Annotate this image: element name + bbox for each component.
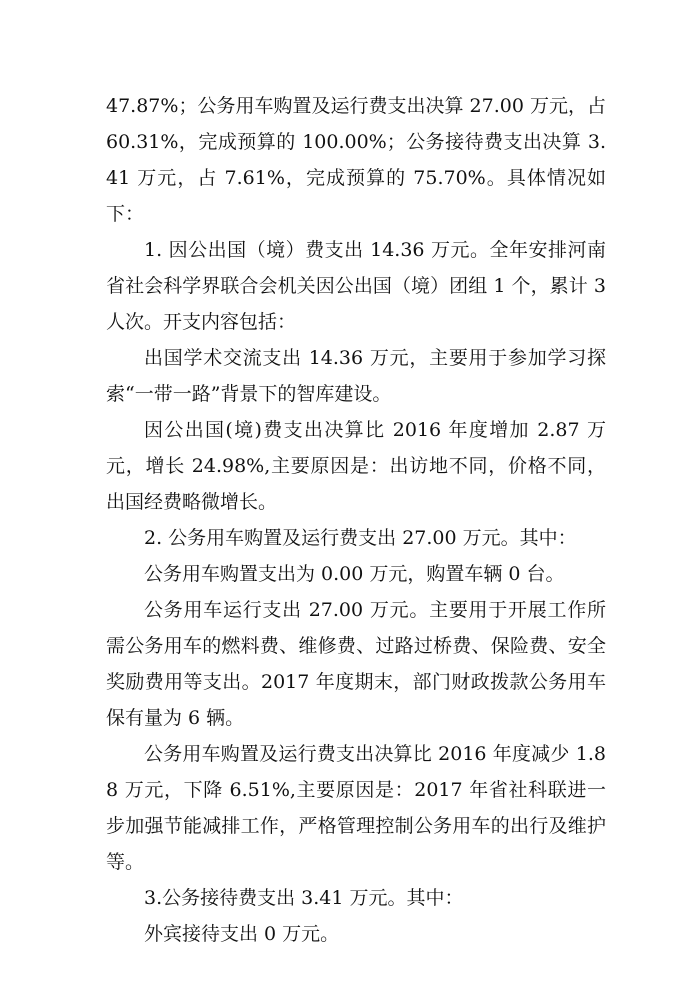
paragraph-section-2-purchase: 公务用车购置支出为 0.00 万元，购置车辆 0 台。	[144, 563, 565, 585]
paragraph-section-2-compare: 公务用车购置及运行费支出决算比 2016 年度减少 1.88 万元，下降 6.51%,主要原因是：2017 年省社科联进一步加强节能减排工作，严格管理控制公务用车的出行及维护等。	[106, 743, 606, 873]
paragraph-section-2: 2. 公务用车购置及运行费支出 27.00 万元。其中：	[144, 527, 577, 549]
paragraph-section-1-detail: 出国学术交流支出 14.36 万元，主要用于参加学习探索“一带一路”背景下的智库建设。	[106, 347, 606, 405]
paragraph-section-3-foreign: 外宾接待支出 0 万元。	[144, 923, 340, 945]
paragraph-section-2-operation: 公务用车运行支出 27.00 万元。主要用于开展工作所需公务用车的燃料费、维修费、过路过桥费、保险费、安全奖励费用等支出。2017 年度期末，部门财政拨款公务用车保有量为 6 辆。	[106, 599, 606, 729]
paragraph-intro: 47.87%；公务用车购置及运行费支出决算 27.00 万元，占 60.31%，完成预算的 100.00%；公务接待费支出决算 3.41 万元，占 7.61%，完成预算的 75.70%。具体情况如下：	[106, 95, 606, 225]
body-text	[106, 88, 606, 952]
paragraph-section-1: 1. 因公出国（境）费支出 14.36 万元。全年安排河南省社会科学界联合会机关因公出国（境）团组 1 个，累计 3 人次。开支内容包括：	[106, 239, 606, 333]
paragraph-section-1-compare: 因公出国(境)费支出决算比 2016 年度增加 2.87 万元，增长 24.98%,主要原因是：出访地不同，价格不同，出国经费略微增长。	[106, 419, 606, 513]
paragraph-section-3: 3.公务接待费支出 3.41 万元。其中：	[144, 887, 464, 909]
